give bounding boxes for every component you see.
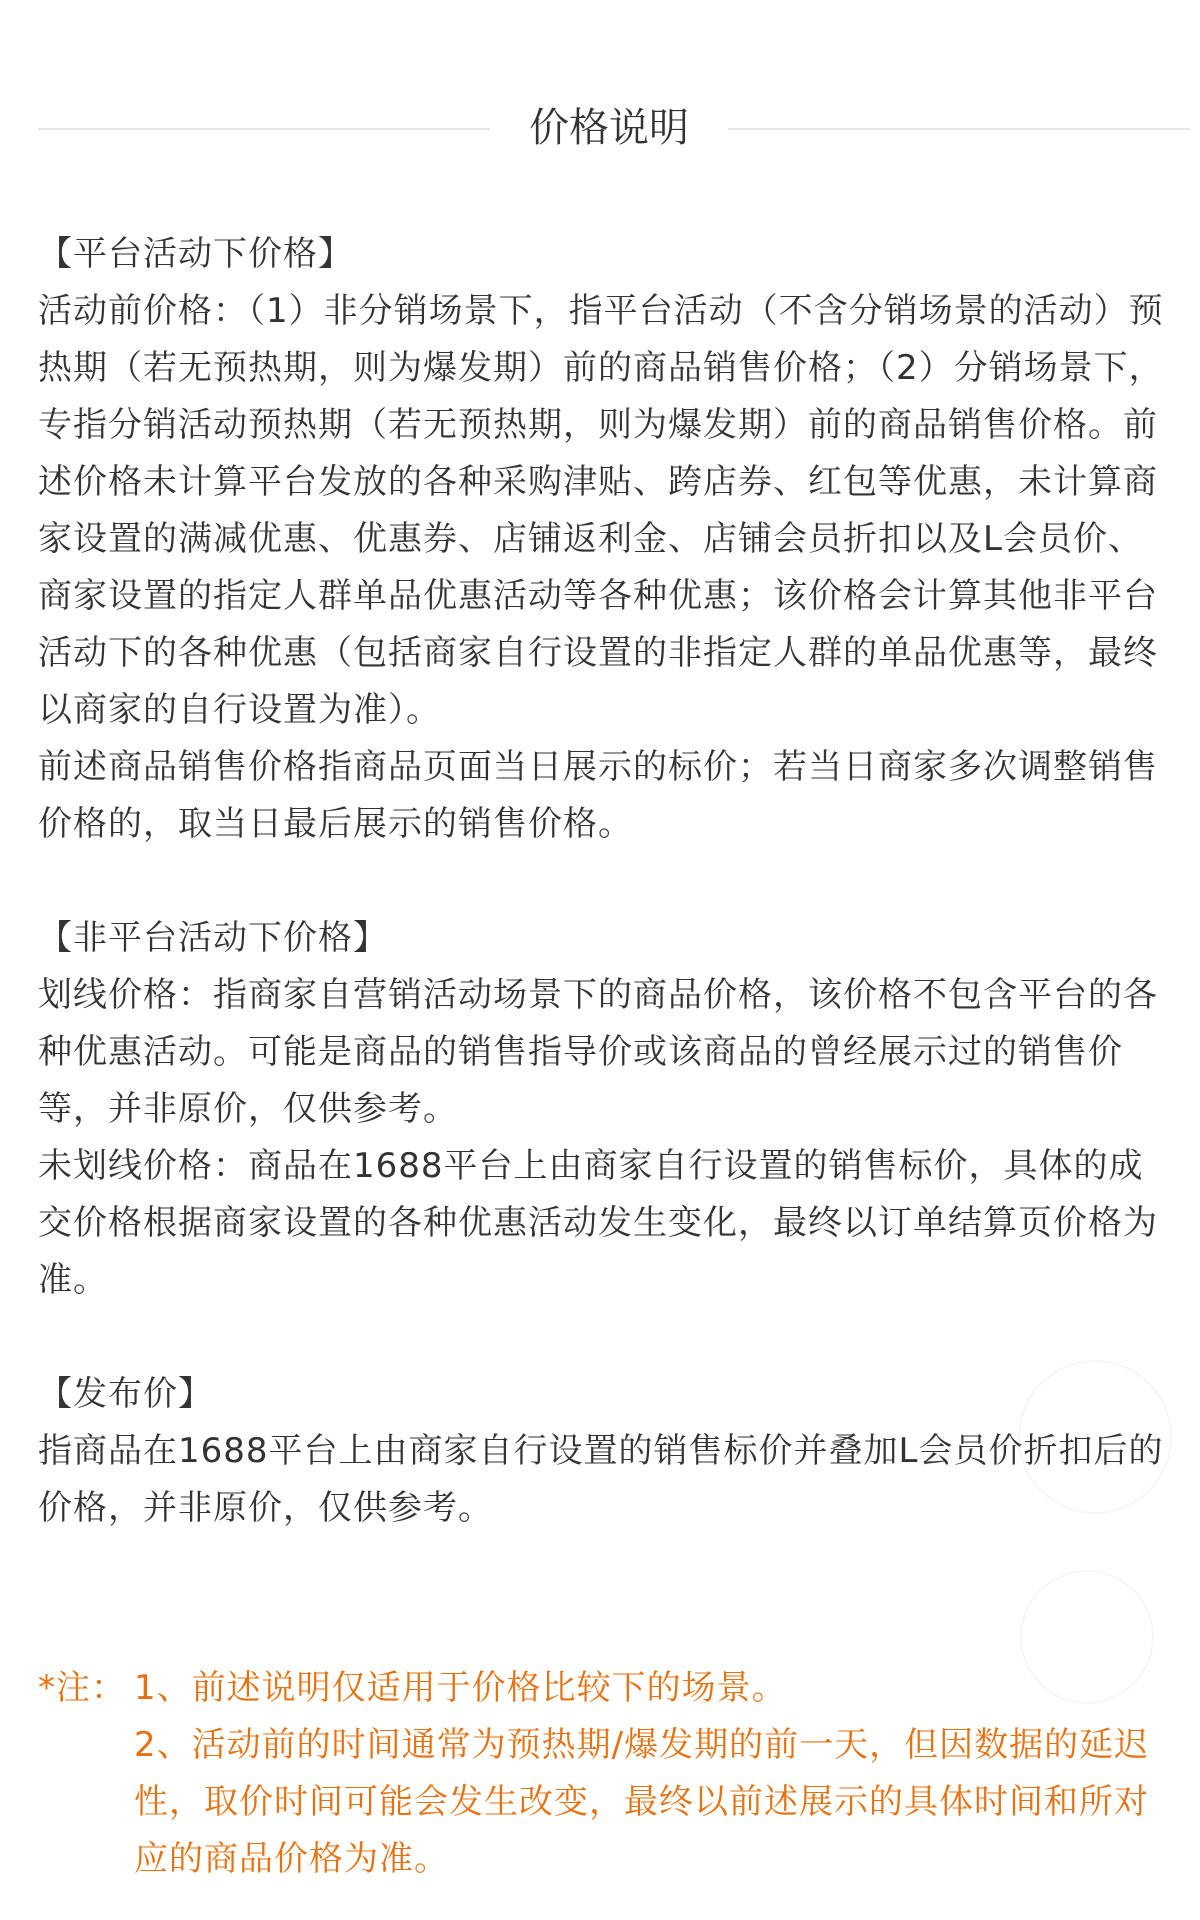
section-non-platform-activity (38, 910, 1173, 1309)
note-item: 2、活动前的时间通常为预热期/爆发期的前一天，但因数据的延迟性，取价时间可能会发生改变，最终以前述展示的具体时间和所对应的商品价格为准。 (134, 1725, 1150, 1879)
section-paragraph: 未划线价格：商品在1688平台上由商家自行设置的销售标价，具体的成交价格根据商家设置的各种优惠活动发生变化，最终以订单结算页价格为准。 (38, 1146, 1158, 1300)
section-release-price (38, 1366, 1173, 1537)
title-divider-left (38, 128, 490, 130)
section-platform-activity (38, 226, 1173, 853)
note-row (38, 1717, 1173, 1888)
section-paragraph: 前述商品销售价格指商品页面当日展示的标价；若当日商家多次调整销售价格的，取当日最后展示的销售价格。 (38, 747, 1158, 844)
section-paragraph: 划线价格：指商家自营销活动场景下的商品价格，该价格不包含平台的各种优惠活动。可能是商品的销售指导价或该商品的曾经展示过的销售价等，并非原价，仅供参考。 (38, 975, 1158, 1129)
note-row (38, 1660, 1173, 1717)
note-item: 1、前述说明仅适用于价格比较下的场景。 (134, 1668, 787, 1708)
title-row (0, 98, 1200, 158)
watermark-circle (1018, 1360, 1172, 1514)
note-label-spacer (38, 1717, 134, 1888)
watermark-circle (1020, 1570, 1154, 1704)
note-label: *注： (38, 1668, 126, 1708)
section-paragraph: 活动前价格：（1）非分销场景下，指平台活动（不含分销场景的活动）预热期（若无预热期，则为爆发期）前的商品销售价格；（2）分销场景下，专指分销活动预热期（若无预热期，则为爆发期）前的商品销售价格。前述价格未计算平台发放的各种采购津贴、跨店券、红包等优惠，未计算商家设置的满减优惠、优惠券、店铺返利金、店铺会员折扣以及L会员价、商家设置的指定人群单品优惠活动等各种优惠；该价格会计算其他非平台活动下的各种优惠（包括商家自行设置的非指定人群的单品优惠等，最终以商家的自行设置为准）。 (38, 291, 1164, 730)
section-heading: 【非平台活动下价格】 (38, 918, 388, 958)
page-title: 价格说明 (529, 105, 689, 151)
section-paragraph: 指商品在1688平台上由商家自行设置的销售标价并叠加L会员价折扣后的价格，并非原价，仅供参考。 (38, 1431, 1164, 1528)
content-body (38, 226, 1173, 1537)
section-heading: 【发布价】 (38, 1374, 213, 1414)
section-heading: 【平台活动下价格】 (38, 234, 353, 274)
note-block (38, 1660, 1173, 1888)
title-divider-right (728, 128, 1190, 130)
